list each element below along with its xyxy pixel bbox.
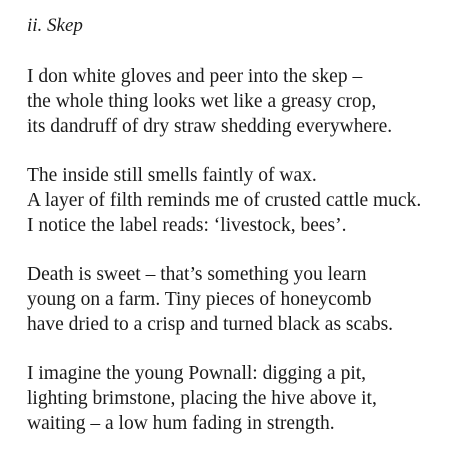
poem-line: Death is sweet – that’s something you learn (27, 264, 367, 285)
stanza-3 (27, 262, 467, 337)
poem-line: A layer of filth reminds me of crusted cattle muck. (27, 190, 422, 211)
poem (27, 14, 467, 460)
poem-line: waiting – a low hum fading in strength. (27, 413, 335, 434)
poem-line: lighting brimstone, placing the hive above it, (27, 388, 377, 409)
poem-line: the whole thing looks wet like a greasy crop, (27, 91, 377, 112)
poem-line: I don white gloves and peer into the skep – (27, 66, 363, 87)
poem-line: young on a farm. Tiny pieces of honeycomb (27, 289, 372, 310)
poem-line: I imagine the young Pownall: digging a pit, (27, 363, 367, 384)
stanza-1 (27, 64, 467, 139)
poem-line: its dandruff of dry straw shedding everywhere. (27, 116, 393, 137)
stanza-4 (27, 361, 467, 436)
poem-line: The inside still smells faintly of wax. (27, 165, 317, 186)
stanza-2 (27, 163, 467, 238)
poem-title: ii. Skep (27, 15, 83, 36)
poem-line: have dried to a crisp and turned black as scabs. (27, 314, 394, 335)
poem-line: I notice the label reads: ‘livestock, bees’. (27, 215, 347, 236)
